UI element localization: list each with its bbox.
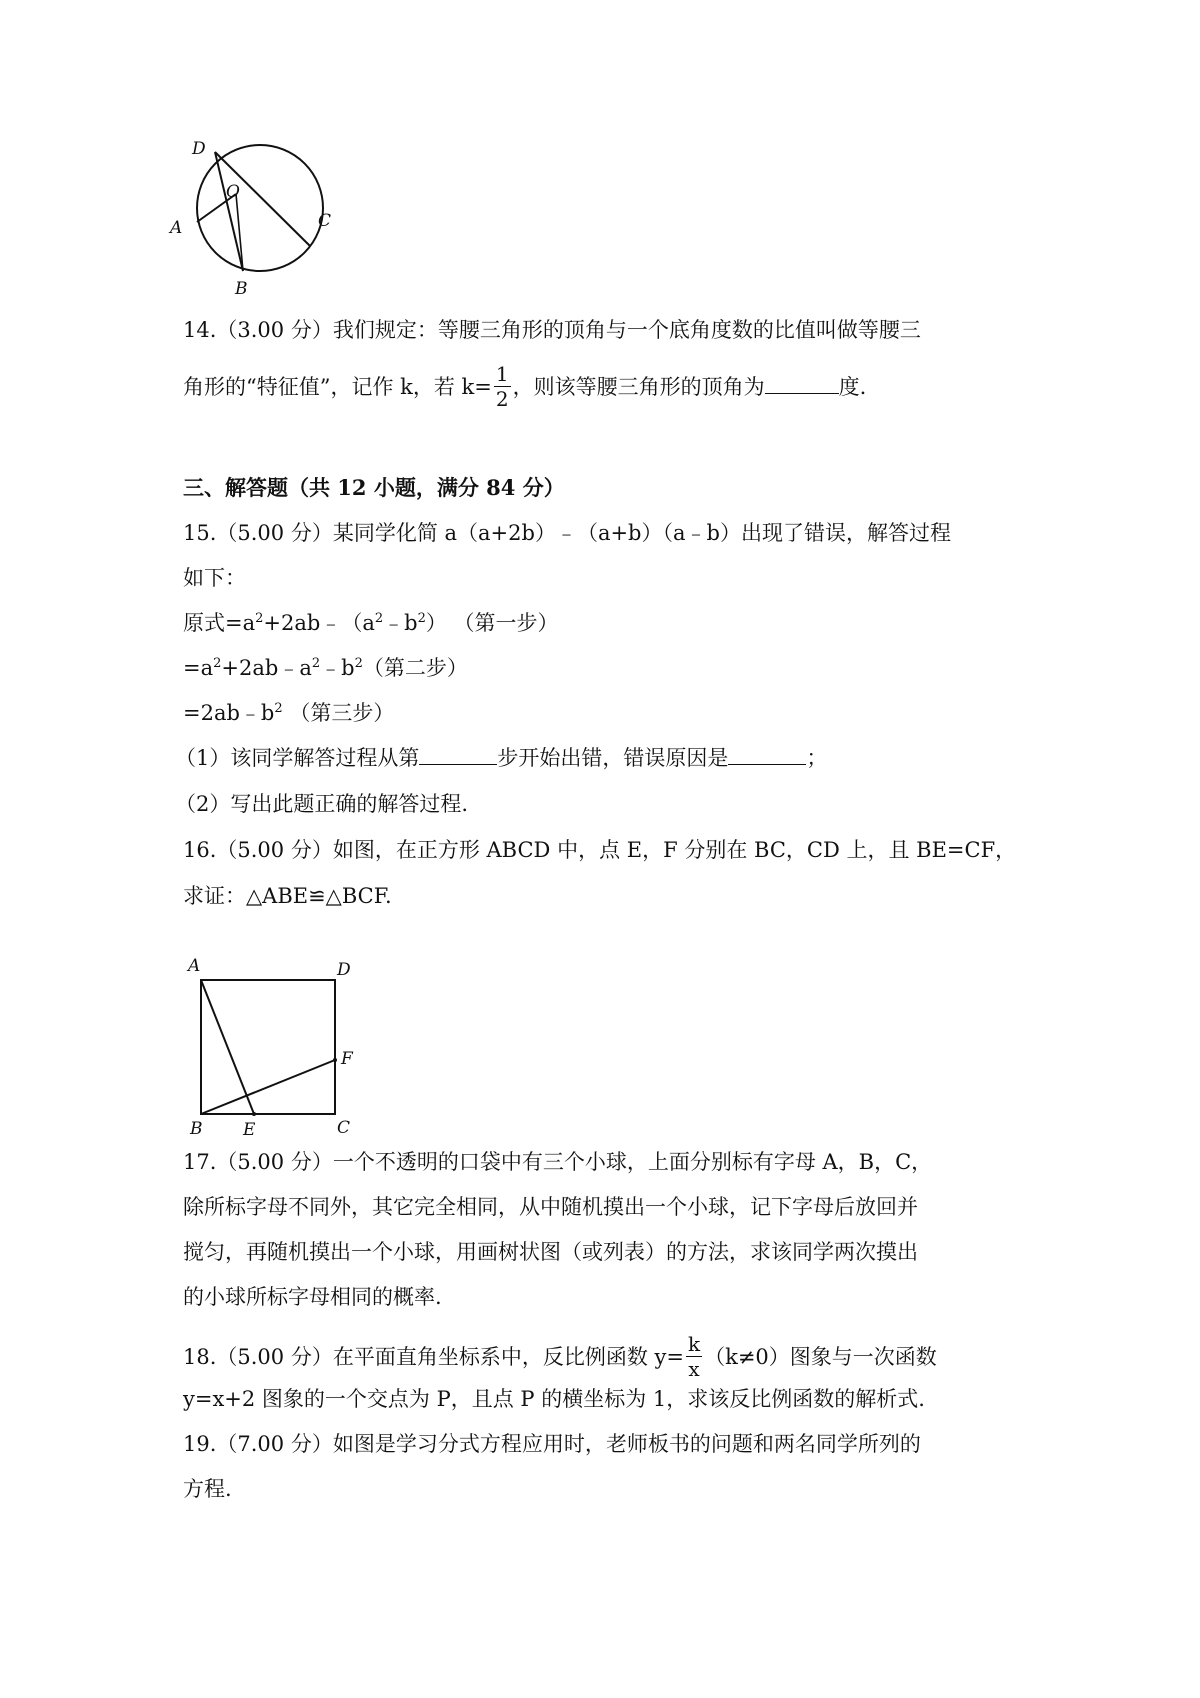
q14-line2-end: 度. bbox=[838, 375, 867, 399]
q17-line3: 搅匀，再随机摸出一个小球，用画树状图（或列表）的方法，求该同学两次摸出 bbox=[183, 1240, 918, 1264]
q14-line2 bbox=[183, 362, 867, 411]
q14-frac-num: 1 bbox=[495, 362, 509, 386]
label-F: F bbox=[341, 1049, 353, 1069]
q19-line2: 方程. bbox=[183, 1477, 232, 1501]
circle-diagram bbox=[160, 130, 360, 300]
q17-line2: 除所标字母不同外，其它完全相同，从中随机摸出一个小球，记下字母后放回并 bbox=[183, 1195, 918, 1219]
q14-answer-blank[interactable] bbox=[765, 373, 839, 394]
label-C: C bbox=[318, 211, 332, 231]
label-A: A bbox=[170, 218, 183, 238]
part1-text-c: ； bbox=[806, 746, 828, 770]
square-diagram bbox=[170, 945, 370, 1135]
sup-2: 2 bbox=[354, 656, 363, 671]
q15-step2 bbox=[183, 654, 468, 682]
step2-part-a: =a bbox=[183, 656, 214, 680]
label-D: D bbox=[337, 960, 351, 980]
sup-2: 2 bbox=[255, 611, 264, 626]
q18-line1-post: （k≠0）图象与一次函数 bbox=[704, 1345, 937, 1369]
square-figure bbox=[170, 945, 370, 1135]
q15-blank-reason[interactable] bbox=[728, 744, 806, 765]
q18-line1-pre: 18.（5.00 分）在平面直角坐标系中，反比例函数 y= bbox=[183, 1345, 684, 1369]
q14-line2-post: ，则该等腰三角形的顶角为 bbox=[512, 375, 765, 399]
part1-text-b: 步开始出错，错误原因是 bbox=[497, 746, 729, 770]
step3-part-b: （第三步） bbox=[282, 701, 395, 725]
q17-line1: 17.（5.00 分）一个不透明的口袋中有三个小球，上面分别标有字母 A，B，C， bbox=[183, 1150, 933, 1174]
sup-2: 2 bbox=[374, 611, 384, 626]
sup-2: 2 bbox=[213, 656, 222, 671]
label-B: B bbox=[190, 1119, 203, 1135]
step2-part-c: ﹣b bbox=[320, 656, 355, 680]
step3-part-a: =2ab﹣b bbox=[183, 701, 275, 725]
q15-step3 bbox=[183, 699, 394, 727]
q18-frac-den: x bbox=[688, 1357, 700, 1381]
label-A: A bbox=[188, 956, 201, 976]
q18-frac-num: k bbox=[687, 1332, 701, 1356]
q14-fraction bbox=[494, 364, 511, 409]
q16-line1: 16.（5.00 分）如图，在正方形 ABCD 中，点 E，F 分别在 BC，CD 上，且 BE=CF， bbox=[183, 838, 1017, 862]
q17-line4: 的小球所标字母相同的概率. bbox=[183, 1285, 442, 1309]
q14-line2-pre: 角形的“特征值”，记作 k，若 k= bbox=[183, 375, 492, 399]
circle-figure bbox=[160, 130, 360, 300]
label-D: D bbox=[192, 139, 206, 159]
q14-line1: 14.（3.00 分）我们规定：等腰三角形的顶角与一个底角度数的比值叫做等腰三 bbox=[183, 318, 921, 342]
q16-line2: 求证：△ABE≌△BCF. bbox=[183, 884, 392, 908]
section-title: 三、解答题（共 12 小题，满分 84 分） bbox=[183, 475, 565, 500]
step2-part-d: （第二步） bbox=[362, 656, 468, 680]
q15-part1 bbox=[175, 744, 827, 772]
sup-2: 2 bbox=[274, 701, 283, 716]
label-B: B bbox=[235, 279, 248, 299]
step1-part-b: +2ab﹣（a bbox=[263, 611, 375, 635]
q18-fraction bbox=[686, 1334, 702, 1379]
q18-line2: y=x+2 图象的一个交点为 P，且点 P 的横坐标为 1，求该反比例函数的解析式. bbox=[183, 1387, 925, 1411]
part1-text-a: （1）该同学解答过程从第 bbox=[175, 746, 420, 770]
q18-line1 bbox=[183, 1332, 937, 1381]
sup-2: 2 bbox=[311, 656, 321, 671]
sup-2: 2 bbox=[417, 611, 426, 626]
q14-frac-den: 2 bbox=[495, 387, 509, 411]
q15-line1: 15.（5.00 分）某同学化简 a（a+2b）﹣（a+b）（a﹣b）出现了错误，解答过程 bbox=[183, 521, 951, 545]
step1-part-c: ﹣b bbox=[383, 611, 418, 635]
label-E: E bbox=[243, 1120, 256, 1135]
label-O: O bbox=[226, 182, 240, 202]
step2-part-b: +2ab﹣a bbox=[221, 656, 312, 680]
step1-part-a: 原式=a bbox=[183, 611, 256, 635]
q15-line2: 如下： bbox=[183, 566, 246, 590]
label-C: C bbox=[337, 1118, 351, 1135]
q15-part2: （2）写出此题正确的解答过程. bbox=[175, 792, 469, 816]
step1-part-d: ） （第一步） bbox=[425, 611, 559, 635]
q15-blank-step[interactable] bbox=[419, 744, 497, 765]
q15-step1 bbox=[183, 609, 559, 637]
q19-line1: 19.（7.00 分）如图是学习分式方程应用时，老师板书的问题和两名同学所列的 bbox=[183, 1432, 921, 1456]
